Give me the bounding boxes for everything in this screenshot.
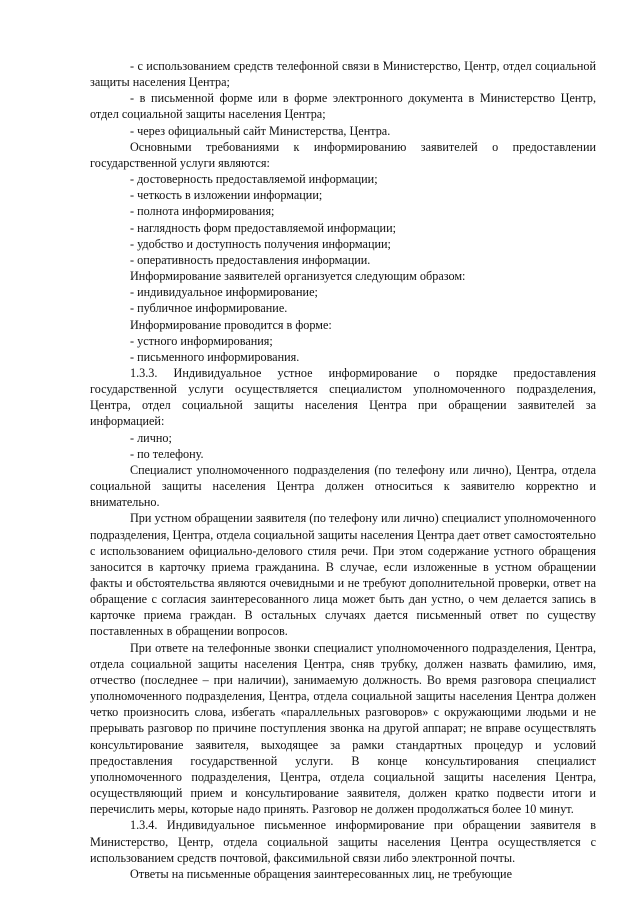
document-page <box>90 58 596 882</box>
paragraph: - в письменной форме или в форме электронного документа в Министерство Центр, отдел социальной защиты населения Центра; <box>90 91 596 122</box>
list-item: - по телефону. <box>130 446 204 461</box>
paragraph: Ответы на письменные обращения заинтересованных лиц, не требующие <box>130 866 512 881</box>
list-item: - лично; <box>130 430 172 445</box>
list-item: - удобство и доступность получения информации; <box>130 236 391 251</box>
list-item: - публичное информирование. <box>130 301 288 316</box>
list-item: - полнота информирования; <box>130 204 275 219</box>
paragraph: Основными требованиями к информированию заявителей о предоставлении государственной услуги являются: <box>90 139 596 170</box>
paragraph: - через официальный сайт Министерства, Центра. <box>130 123 391 138</box>
list-item: - оперативность предоставления информации. <box>130 252 371 267</box>
paragraph: При ответе на телефонные звонки специалист уполномоченного подразделения, Центра, отдела социальной защиты населения Центра, сняв трубку, должен назвать фамилию, имя, отчество (последнее – при наличии), занимаемую должность. Во время разговора специалист уполномоченного подразделения, Центра, отдела социальной защиты населения Центра должен четко произносить слова, избегать «параллельных разговоров» с окружающими людьми и не прерывать разговор по причине поступления звонка на другой аппарат; не вправе осуществлять консультирование заявителя, выходящее за рамки стандартных процедур и условий предоставления государственной услуги. В конце консультирования специалист уполномоченного подразделения, Центра, отдела социальной защиты населения Центра, осуществляющий прием и консультирование заявителя, должен кратко подвести итоги и перечислить меры, которые надо принять. Разговор не должен продолжаться более 10 минут. <box>90 640 596 817</box>
paragraph: 1.3.3. Индивидуальное устное информирование о порядке предоставления государственной услуги осуществляется специалистом уполномоченного подразделения, Центра, отдел социальной защиты населения Центра при обращении заявителей за информацией: <box>90 365 596 429</box>
paragraph: - с использованием средств телефонной связи в Министерство, Центр, отдел социальной защиты населения Центра; <box>90 59 596 90</box>
paragraph: Информирование заявителей организуется следующим образом: <box>130 269 466 284</box>
list-item: - письменного информирования. <box>130 349 300 364</box>
paragraph: Информирование проводится в форме: <box>130 317 332 332</box>
list-item: - четкость в изложении информации; <box>130 188 323 203</box>
paragraph: Специалист уполномоченного подразделения (по телефону или лично), Центра, отдела социальной защиты населения Центра должен относиться к заявителю корректно и внимательно. <box>90 462 596 510</box>
list-item: - устного информирования; <box>130 333 273 348</box>
list-item: - достоверность предоставляемой информации; <box>130 172 378 187</box>
list-item: - индивидуальное информирование; <box>130 285 318 300</box>
paragraph: 1.3.4. Индивидуальное письменное информирование при обращении заявителя в Министерство, Центр, отдела социальной защиты населения Центра осуществляется с использованием средств почтовой, факсимильной связи либо электронной почты. <box>90 818 596 865</box>
list-item: - наглядность форм предоставляемой информации; <box>130 220 396 235</box>
paragraph: При устном обращении заявителя (по телефону или лично) специалист уполномоченного подразделения, Центра, отдела социальной защиты населения Центра дает ответ самостоятельно с использованием официально-делового стиля речи. При этом содержание устного обращения заносится в карточку приема гражданина. В случае, если изложенные в устном обращении факты и обстоятельства являются очевидными и не требуют дополнительной проверки, ответ на обращение с согласия заинтересованного лица может быть дан устно, о чем делается запись в карточке приема граждан. В остальных случаях дается письменный ответ по существу поставленных в обращении вопросов. <box>90 511 596 639</box>
